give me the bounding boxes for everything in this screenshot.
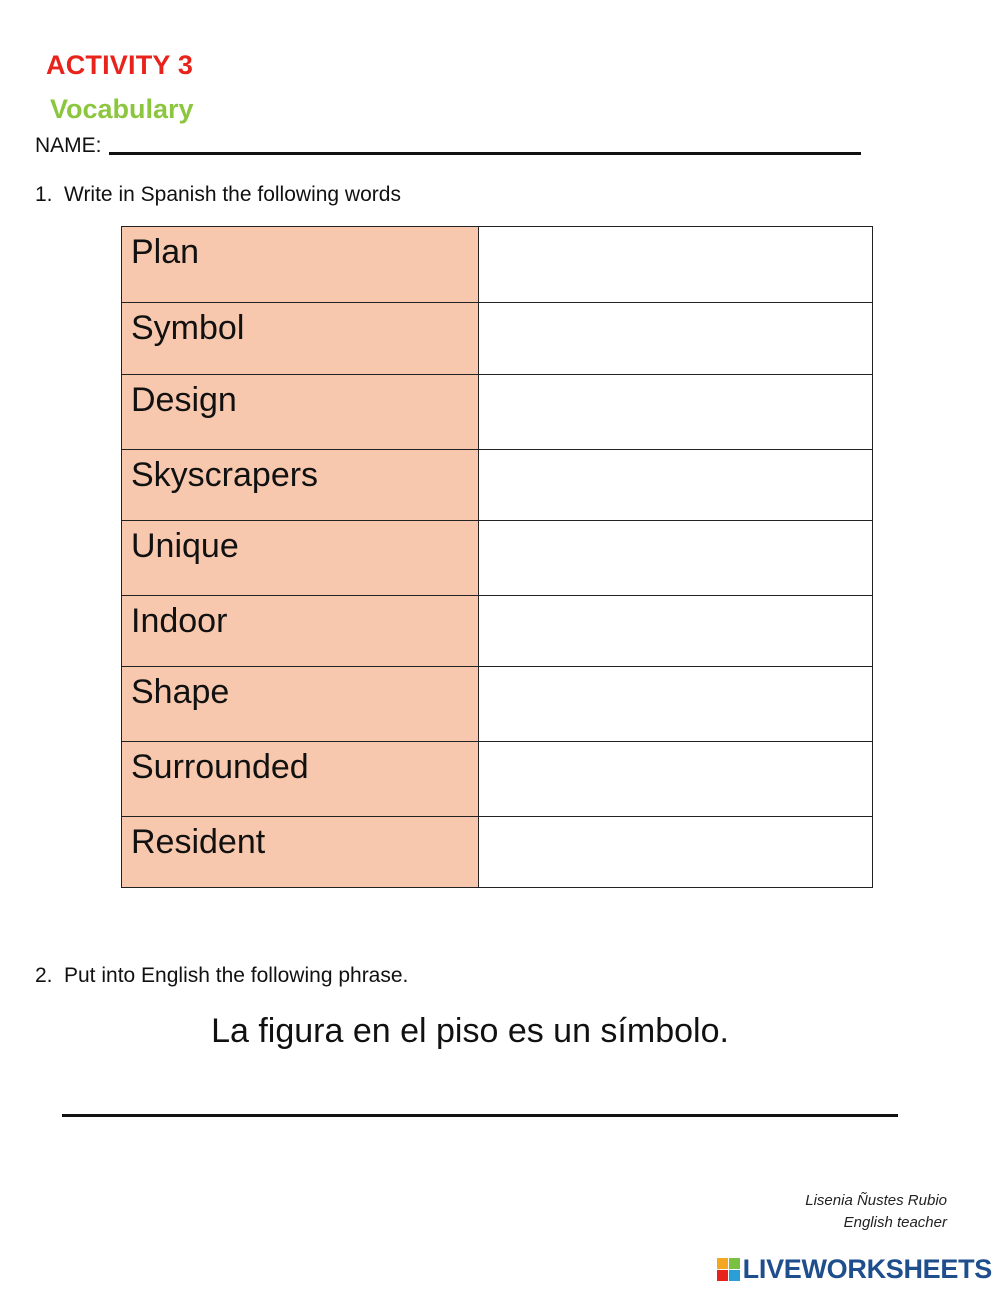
vocab-answer-cell[interactable]: [479, 742, 873, 817]
teacher-role: English teacher: [843, 1214, 947, 1231]
vocab-word: Unique: [122, 521, 479, 596]
logo-mark-icon: [717, 1258, 740, 1281]
vocab-answer-cell[interactable]: [479, 450, 873, 521]
vocabulary-table: [121, 226, 873, 888]
question-2-text: Put into English the following phrase.: [64, 964, 409, 987]
vocab-row: [122, 227, 873, 303]
question-1: [35, 183, 401, 207]
liveworksheets-logo: [717, 1254, 992, 1285]
vocab-row: [122, 521, 873, 596]
spanish-phrase: La figura en el piso es un símbolo.: [211, 1012, 729, 1050]
section-subtitle: Vocabulary: [50, 94, 194, 124]
vocab-answer-cell[interactable]: [479, 817, 873, 888]
vocab-answer-cell[interactable]: [479, 667, 873, 742]
teacher-name: Lisenia Ñustes Rubio: [805, 1192, 947, 1209]
vocab-word: Resident: [122, 817, 479, 888]
question-1-number: 1.: [35, 183, 53, 206]
vocab-answer-cell[interactable]: [479, 375, 873, 450]
vocab-row: [122, 303, 873, 375]
logo-text: LIVEWORKSHEETS: [742, 1254, 992, 1284]
translation-answer-line[interactable]: [62, 1114, 898, 1117]
vocab-row: [122, 450, 873, 521]
vocab-word: Skyscrapers: [122, 450, 479, 521]
vocab-row: [122, 667, 873, 742]
vocab-row: [122, 596, 873, 667]
vocab-answer-cell[interactable]: [479, 521, 873, 596]
vocab-answer-cell[interactable]: [479, 227, 873, 303]
question-1-text: Write in Spanish the following words: [64, 183, 401, 206]
vocab-row: [122, 742, 873, 817]
vocab-word: Shape: [122, 667, 479, 742]
vocab-row: [122, 375, 873, 450]
vocab-answer-cell[interactable]: [479, 596, 873, 667]
vocab-row: [122, 817, 873, 888]
activity-title: ACTIVITY 3: [46, 50, 194, 80]
question-2: [35, 964, 408, 988]
vocab-word: Surrounded: [122, 742, 479, 817]
name-row: [35, 134, 861, 158]
name-input-line[interactable]: [109, 152, 861, 155]
vocab-answer-cell[interactable]: [479, 303, 873, 375]
vocab-word: Plan: [122, 227, 479, 303]
vocab-word: Symbol: [122, 303, 479, 375]
name-label: NAME:: [35, 134, 102, 157]
vocab-word: Design: [122, 375, 479, 450]
vocab-word: Indoor: [122, 596, 479, 667]
question-2-number: 2.: [35, 964, 53, 987]
